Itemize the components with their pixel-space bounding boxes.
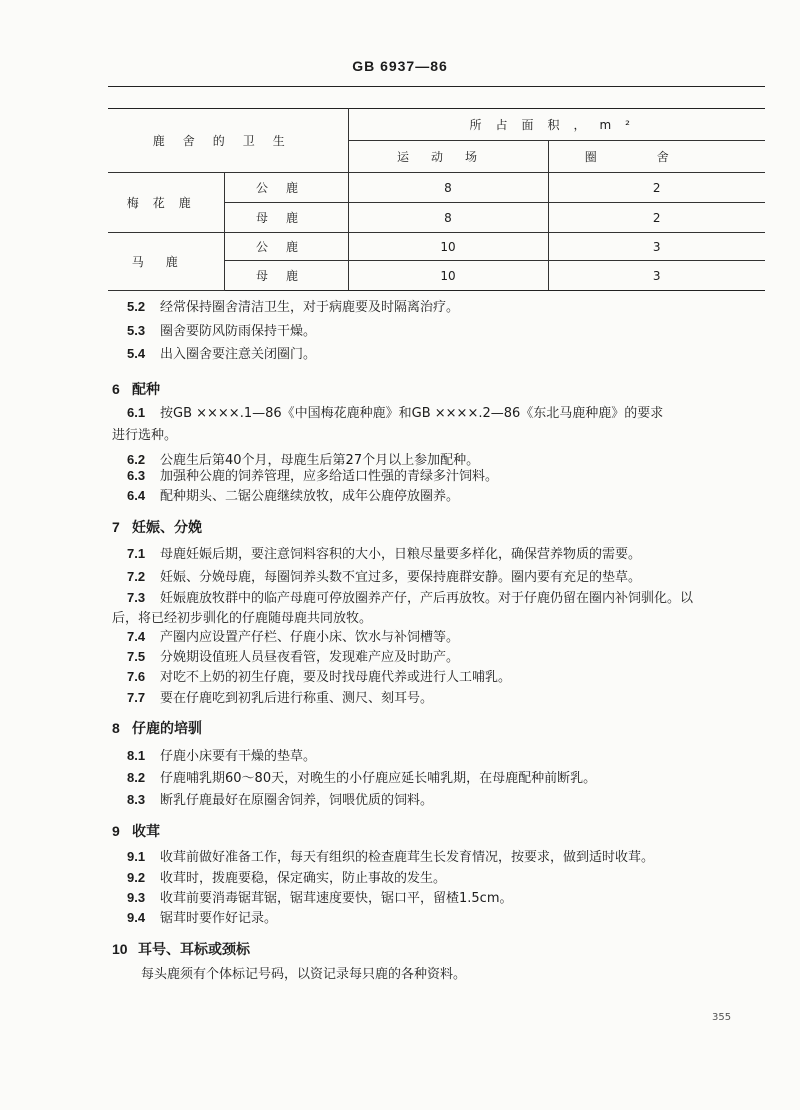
clause-8-1: 8.1 仔鹿小床要有干燥的垫草。 bbox=[127, 748, 317, 764]
table-group-sika: 梅花鹿 bbox=[108, 173, 224, 233]
clause-6-2: 6.2 公鹿生后第40个月，母鹿生后第27个月以上参加配种。 bbox=[127, 452, 480, 468]
table-cell-pen: 3 bbox=[548, 261, 765, 291]
clause-7-6: 7.6 对吃不上奶的初生仔鹿，要及时找母鹿代养或进行人工哺乳。 bbox=[127, 669, 512, 685]
table-head-yard: 运动场 bbox=[348, 141, 548, 173]
table-cell-pen: 3 bbox=[548, 233, 765, 261]
clause-6-1: 6.1 按GB ××××.1—86《中国梅花鹿种鹿》和GB ××××.2—86《东北马鹿种鹿》的要求 bbox=[127, 405, 664, 421]
table-head-left: 鹿舍的卫生 bbox=[108, 109, 348, 173]
clause-9-1: 9.1 收茸前做好准备工作，每天有组织的检查鹿茸生长发育情况，按要求，做到适时收茸。 bbox=[127, 849, 655, 865]
clause-5-3: 5.3 圈舍要防风防雨保持干燥。 bbox=[127, 323, 317, 339]
clause-8-3: 8.3 断乳仔鹿最好在原圈舍饲养，饲喂优质的饲料。 bbox=[127, 792, 434, 808]
clause-5-2: 5.2 经常保持圈舍清洁卫生，对于病鹿要及时隔离治疗。 bbox=[127, 299, 460, 315]
section-8-heading: 8 仔鹿的培驯 bbox=[112, 720, 202, 737]
table-cell-sex: 母鹿 bbox=[224, 203, 348, 233]
header-rule bbox=[108, 86, 765, 87]
section-7-heading: 7 妊娠、分娩 bbox=[112, 519, 202, 536]
section-10-heading: 10 耳号、耳标或颈标 bbox=[112, 941, 250, 958]
table-cell-pen: 2 bbox=[548, 203, 765, 233]
clause-7-4: 7.4 产圈内应设置产仔栏、仔鹿小床、饮水与补饲槽等。 bbox=[127, 629, 460, 645]
clause-7-1: 7.1 母鹿妊娠后期，要注意饲料容积的大小，日粮尽量要多样化，确保营养物质的需要。 bbox=[127, 546, 642, 562]
table-cell-yard: 10 bbox=[348, 261, 548, 291]
table-cell-sex: 公鹿 bbox=[224, 233, 348, 261]
table-cell-pen: 2 bbox=[548, 173, 765, 203]
section-9-heading: 9 收茸 bbox=[112, 823, 160, 840]
table-cell-sex: 母鹿 bbox=[224, 261, 348, 291]
clause-6-3: 6.3 加强种公鹿的饲养管理，应多给适口性强的青绿多汁饲料。 bbox=[127, 468, 499, 484]
standard-number: GB 6937—86 bbox=[352, 58, 448, 74]
clause-7-2: 7.2 妊娠、分娩母鹿，每圈饲养头数不宜过多，要保持鹿群安静。圈内要有充足的垫草。 bbox=[127, 569, 642, 585]
table-cell-sex: 公鹿 bbox=[224, 173, 348, 203]
clause-9-3: 9.3 收茸前要消毒锯茸锯，锯茸速度要快，锯口平，留楂1.5cm。 bbox=[127, 890, 513, 906]
clause-7-3: 7.3 妊娠鹿放牧群中的临产母鹿可停放圈养产仔，产后再放牧。对于仔鹿仍留在圈内补饲驯化。以 bbox=[127, 590, 694, 606]
clause-9-4: 9.4 锯茸时要作好记录。 bbox=[127, 910, 278, 926]
clause-8-2: 8.2 仔鹿哺乳期60～80天，对晚生的小仔鹿应延长哺乳期，在母鹿配种前断乳。 bbox=[127, 770, 597, 786]
clause-6-4: 6.4 配种期头、二锯公鹿继续放牧，成年公鹿停放圈养。 bbox=[127, 488, 460, 504]
clause-9-2: 9.2 收茸时，拨鹿要稳，保定确实，防止事故的发生。 bbox=[127, 870, 447, 886]
table-cell-yard: 8 bbox=[348, 173, 548, 203]
clause-7-5: 7.5 分娩期设值班人员昼夜看管，发现难产应及时助产。 bbox=[127, 649, 460, 665]
page-number: 355 bbox=[712, 1012, 732, 1023]
table-cell-yard: 10 bbox=[348, 233, 548, 261]
section-6-heading: 6 配种 bbox=[112, 381, 160, 398]
table-head-area: 所占面积，m² bbox=[348, 109, 765, 141]
clause-6-1-continued: 进行选种。 bbox=[112, 428, 178, 443]
deer-pen-area-table bbox=[108, 108, 765, 291]
clause-7-3-continued: 后，将已经初步驯化的仔鹿随母鹿共同放牧。 bbox=[112, 611, 373, 626]
table-group-red-deer: 马鹿 bbox=[108, 233, 224, 291]
table-cell-yard: 8 bbox=[348, 203, 548, 233]
table-head-pen: 圈舍 bbox=[548, 141, 765, 173]
section-10-paragraph: 每头鹿须有个体标记号码，以资记录每只鹿的各种资料。 bbox=[141, 967, 467, 982]
clause-7-7: 7.7 要在仔鹿吃到初乳后进行称重、测尺、刻耳号。 bbox=[127, 690, 434, 706]
clause-5-4: 5.4 出入圈舍要注意关闭圈门。 bbox=[127, 346, 317, 362]
